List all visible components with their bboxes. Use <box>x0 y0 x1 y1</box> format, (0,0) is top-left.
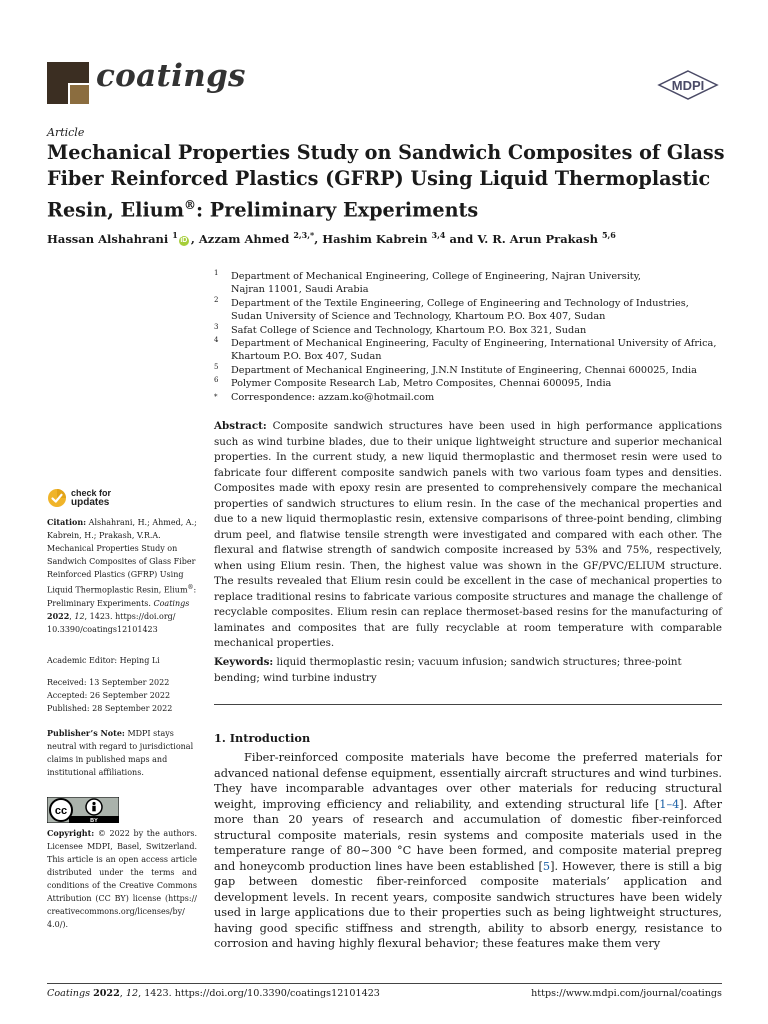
affiliation-item: 3 Safat College of Science and Technology, Khartoum P.O. Box 321, Sudan <box>214 322 587 336</box>
section-heading: 1. Introduction <box>214 731 311 745</box>
published-date: Published: 28 September 2022 <box>47 704 173 713</box>
footer-journal-url[interactable]: https://www.mdpi.com/journal/coatings <box>531 988 722 999</box>
author-affiliation: 3,4 <box>431 230 446 240</box>
publication-dates <box>47 676 197 715</box>
check-updates-icon <box>47 488 67 508</box>
footer-doi-link[interactable]: , 1423. https://doi.org/10.3390/coatings12101423 <box>138 988 380 999</box>
affiliation-item: 1 Department of Mechanical Engineering, College of Engineering, Najran University, Najran 11001, Saudi Arabia <box>214 269 641 296</box>
abstract <box>214 419 722 652</box>
footer-divider <box>47 983 722 984</box>
academic-editor: Academic Editor: Heping Li <box>47 656 160 665</box>
article-type: Article <box>47 126 85 139</box>
publisher-name: MDPI <box>671 78 705 93</box>
citation-doi[interactable]: , 1423. https://doi.org/ 10.3390/coatings12101423 <box>47 611 176 634</box>
registered-mark: ® <box>184 198 197 212</box>
author-name: Azzam Ahmed <box>198 231 290 246</box>
author-affiliation: 5,6 <box>601 230 616 240</box>
abstract-text: Composite sandwich structures have been used in high performance applications such as wind turbine blades, due to their unique lightweight structure and superior mechanical properties. In the current study, a new liquid thermoplastic and thermoset resin were used to fabricate four different composite sandwich panels with two various foam types and densities. Composites made with epoxy resin are presented to comprehensively compare the mechanical properties of sandwich structures to elium resin. In the case of the mechanical properties and due to a new liquid thermoplastic resin, extensive comparisons of three-point bending, climbing drum peel, and flatwise tensile strength were investigated and compared with each other. The flexural and flatwise strength of sandwich composite increased by 53% and 75%, respectively, when using Elium resin. Then, the highest value was shown in the GF/PVC/ELIUM structure. The results revealed that Elium resin could be excellent in the case of mechanical properties to replace traditional resins to fabricate various composite structures and manage the challenge of recyclable composites. Elium resin can replace thermoset-based resins for the manufacturing of laminates and composites that are fully recyclable at room temperature with comparable mechanical properties. <box>214 420 722 649</box>
affiliation-item: 4 Department of Mechanical Engineering, Faculty of Engineering, International University of Africa, Khartoum P.O. Box 407, Sudan <box>214 336 717 363</box>
author-separator: , <box>314 231 323 246</box>
footer-citation: Coatings 2022, 12, 1423. https://doi.org/10.3390/coatings12101423 <box>47 988 380 999</box>
affiliations <box>214 270 734 404</box>
affiliation-item: 5 Department of Mechanical Engineering, J.N.N Institute of Engineering, Chennai 600025, India <box>214 362 697 376</box>
keywords-label: Keywords: <box>214 656 274 668</box>
title-main: Mechanical Properties Study on Sandwich Composites of Glass Fiber Reinforced Plastics (GFRP) Using Liquid Thermoplastic Resin, Elium <box>47 141 725 222</box>
received-date: Received: 13 September 2022 <box>47 678 170 687</box>
author-name: Hashim Kabrein <box>322 231 428 246</box>
keywords-text: liquid thermoplastic resin; vacuum infusion; sandwich structures; three-point bending; wind turbine industry <box>214 656 682 684</box>
journal-name: coatings <box>96 58 246 94</box>
coatings-logo-icon <box>47 62 89 104</box>
correspondence[interactable]: * Correspondence: azzam.ko@hotmail.com <box>214 391 435 403</box>
author-affiliation: 1 <box>172 230 178 240</box>
mdpi-logo-icon <box>656 70 720 100</box>
author-name: Hassan Alshahrani <box>47 231 169 246</box>
accepted-date: Accepted: 26 September 2022 <box>47 691 171 700</box>
title-subtitle: : Preliminary Experiments <box>196 198 479 222</box>
author-affiliation: 2,3,* <box>293 230 315 240</box>
section-divider <box>214 704 722 705</box>
check-for-updates-button[interactable]: check for updates <box>47 488 167 512</box>
cc-by-label: BY <box>90 818 98 823</box>
publishers-note: Publisher’s Note: MDPI stays neutral with regard to jurisdictional claims in published maps and institutional affiliations. <box>47 728 194 777</box>
affiliation-item: 2 Department of the Textile Engineering, College of Engineering and Technology of Industries, Sudan University of Science and Technology, Khartoum P.O. Box 407, Sudan <box>214 295 689 323</box>
author-name: V. R. Arun Prakash <box>477 231 598 246</box>
reference-link[interactable]: 5 <box>542 859 551 873</box>
author-separator: , <box>190 231 199 246</box>
affiliation-item: 6 Polymer Composite Research Lab, Metro Composites, Chennai 600095, India <box>214 376 612 390</box>
introduction-paragraph: Fiber-reinforced composite materials have become the preferred materials for advanced national defense equipment, essentially aircraft structures and wind turbines. They have incomparable advantages over other materials for reducing structural weight, improving efficiency and reliability, and extending structural life [1–4]. After more than 20 years of research and accumulation of domestic fiber-reinforced structural composite materials, resin systems and composite materials used in the temperature range of 80~300 °C have been formed, and composite material prepreg and honeycomb production lines have been established [5]. However, there is still a big gap between domestic fiber-reinforced composite materials’ application and development levels. In recent years, composite sandwich structures have been widely used in large applications due to their properties such as being lightweight structures, having good specific stiffness and strength, ability to absorb energy, resistance to corrosion and having highly flexural behavior; these features make them very <box>214 751 723 950</box>
article-title <box>47 140 727 223</box>
svg-text:cc: cc <box>54 805 68 817</box>
abstract-label: Abstract: <box>214 420 267 432</box>
citation-block: Citation: Alshahrani, H.; Ahmed, A.; Kabrein, H.; Prakash, V.R.A. Mechanical Properties Study on Sandwich Composites of Glass Fiber Reinforced Plastics (GFRP) Using Liquid Thermoplastic Resin, Elium®: Preliminary Experiments. Coatings 2022, 12, 1423. https://doi.org/ 10.3390/coatings12101423 <box>47 517 197 634</box>
author-list <box>47 230 616 246</box>
keywords <box>214 655 722 686</box>
cc-by-license-icon[interactable] <box>47 797 119 823</box>
author-separator: and <box>445 231 478 246</box>
reference-link[interactable]: 1–4 <box>659 797 680 811</box>
orcid-icon[interactable]: iD <box>180 236 188 244</box>
copyright-notice: Copyright: © 2022 by the authors. Licensee MDPI, Basel, Switzerland. This article is an open access article distributed under the terms and conditions of the Creative Commons Attribution (CC BY) license (https:// creativecommons.org/licenses/by/ 4.0/). <box>47 828 197 929</box>
